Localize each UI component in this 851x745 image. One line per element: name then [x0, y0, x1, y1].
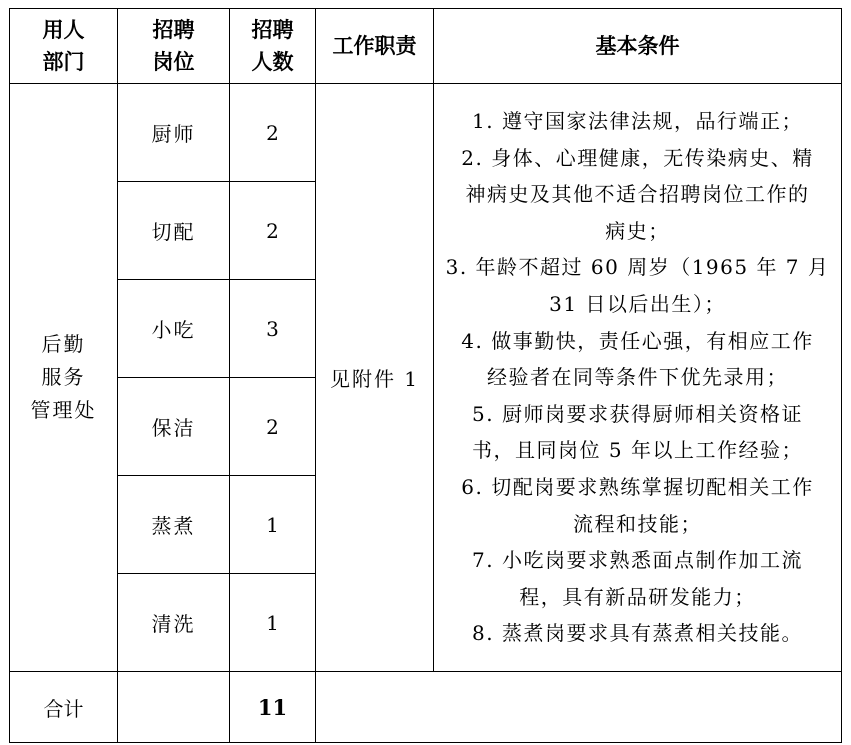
header-department: 用人 部门 — [10, 9, 118, 84]
department-cell: 后勤 服务 管理处 — [10, 84, 118, 672]
position-count: 1 — [230, 574, 316, 672]
header-row — [10, 9, 842, 84]
header-position: 招聘 岗位 — [118, 9, 230, 84]
total-count: 11 — [230, 672, 316, 743]
total-empty-cell — [118, 672, 230, 743]
requirement-line: 1. 遵守国家法律法规，品行端正； — [472, 109, 803, 134]
requirement-line: 程，具有新品研发能力； — [519, 584, 756, 609]
header-requirements: 基本条件 — [434, 9, 842, 84]
requirement-line: 5. 厨师岗要求获得厨师相关资格证 — [472, 401, 803, 426]
requirement-line: 病史； — [605, 218, 670, 243]
position-count: 2 — [230, 84, 316, 182]
position-count: 2 — [230, 378, 316, 476]
requirement-line: 6. 切配岗要求熟练掌握切配相关工作 — [461, 474, 814, 499]
header-duties: 工作职责 — [316, 9, 434, 84]
total-label: 合计 — [10, 672, 118, 743]
table-row — [10, 84, 842, 182]
requirement-line: 8. 蒸煮岗要求具有蒸煮相关技能。 — [472, 621, 803, 646]
requirement-line: 神病史及其他不适合招聘岗位工作的 — [465, 182, 810, 207]
requirement-line: 31 日以后出生）； — [549, 292, 726, 317]
requirement-line: 3. 年龄不超过 60 周岁（1965 年 7 月 — [445, 255, 830, 280]
duties-cell: 见附件 1 — [316, 84, 434, 672]
requirement-line: 经验者在同等条件下优先录用； — [487, 365, 788, 390]
total-empty-cell — [316, 672, 842, 743]
position-name: 保洁 — [118, 378, 230, 476]
requirement-line: 7. 小吃岗要求熟悉面点制作加工流 — [472, 548, 803, 573]
position-count: 3 — [230, 280, 316, 378]
requirements-cell — [434, 84, 842, 672]
requirement-line: 2. 身体、心理健康，无传染病史、精 — [461, 145, 814, 170]
position-name: 蒸煮 — [118, 476, 230, 574]
total-row — [10, 672, 842, 743]
requirement-line: 书，且同岗位 5 年以上工作经验； — [472, 438, 803, 463]
position-count: 2 — [230, 182, 316, 280]
position-name: 切配 — [118, 182, 230, 280]
position-name: 厨师 — [118, 84, 230, 182]
position-count: 1 — [230, 476, 316, 574]
position-name: 小吃 — [118, 280, 230, 378]
requirement-line: 4. 做事勤快，责任心强，有相应工作 — [461, 328, 814, 353]
position-name: 清洗 — [118, 574, 230, 672]
recruitment-table — [9, 8, 842, 743]
header-count: 招聘 人数 — [230, 9, 316, 84]
requirement-line: 流程和技能； — [573, 511, 702, 536]
